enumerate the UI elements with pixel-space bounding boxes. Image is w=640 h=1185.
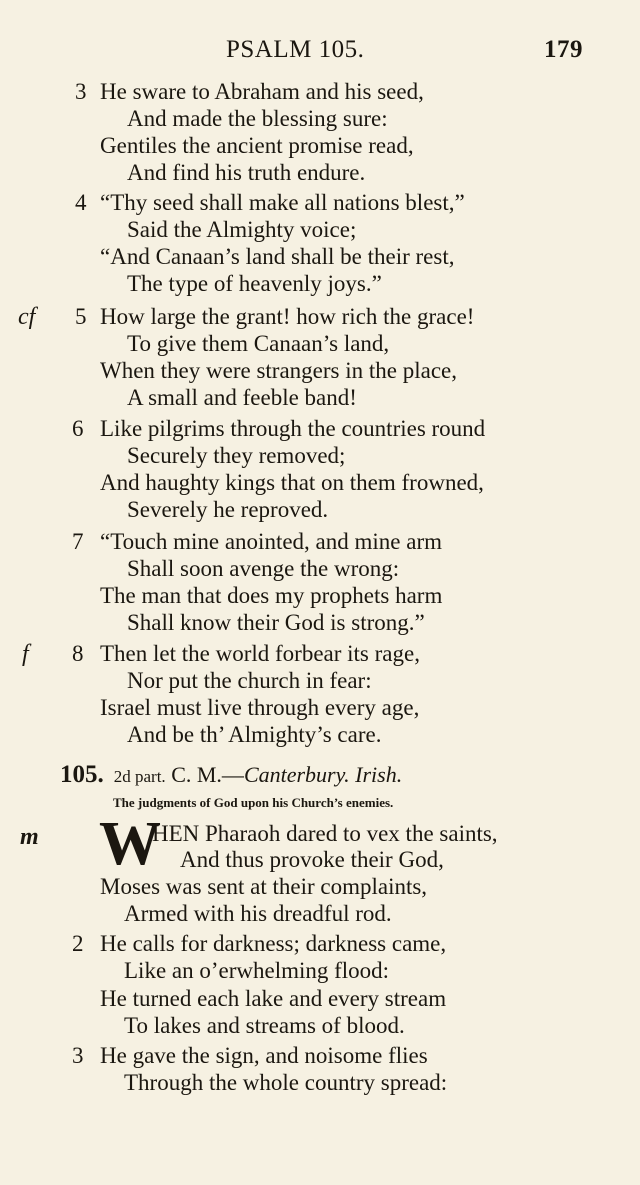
- stanza-number: 2: [72, 931, 84, 956]
- stanza-number: 3: [72, 1043, 84, 1068]
- page-number: 179: [544, 36, 583, 63]
- verse-line: And made the blessing sure:: [127, 106, 388, 131]
- stanza-number: 3: [75, 79, 87, 104]
- verse-line: How large the grant! how rich the grace!: [100, 304, 475, 329]
- verse-line: Israel must live through every age,: [100, 695, 420, 720]
- hymn-number: 105.: [60, 761, 104, 788]
- stanza-number: 4: [75, 190, 87, 215]
- verse-line: And be th’ Almighty’s care.: [127, 722, 382, 747]
- verse-line: He turned each lake and every stream: [100, 986, 447, 1011]
- verse-line: Securely they removed;: [127, 443, 346, 468]
- verse-line: Armed with his dreadful rod.: [124, 901, 392, 926]
- verse-line: Nor put the church in fear:: [127, 668, 372, 693]
- hymn-tunes: Canterbury. Irish.: [243, 762, 403, 787]
- verse-line: Moses was sent at their complaints,: [100, 874, 428, 899]
- verse-line: When they were strangers in the place,: [100, 358, 457, 383]
- verse-line: Said the Almighty voice;: [127, 217, 357, 242]
- verse-line: Like pilgrims through the countries round: [100, 416, 486, 441]
- verse-line: Through the whole country spread:: [124, 1070, 448, 1095]
- verse-line: And thus provoke their God,: [180, 847, 444, 872]
- verse-line: He sware to Abraham and his seed,: [100, 79, 424, 104]
- hymn-meter: C. M.—: [171, 762, 244, 787]
- drop-capital: W: [99, 810, 161, 878]
- verse-line: He gave the sign, and noisome flies: [100, 1043, 428, 1068]
- dynamic-mark: m: [20, 824, 39, 850]
- verse-line: To lakes and streams of blood.: [124, 1013, 405, 1038]
- stanza-number: 6: [72, 416, 84, 441]
- hymn-part: 2d part.: [113, 767, 166, 786]
- verse-line: “Touch mine anointed, and mine arm: [100, 529, 443, 554]
- verse-line: The man that does my prophets harm: [100, 583, 443, 608]
- stanza-number: 8: [72, 641, 84, 666]
- verse-line: “Thy seed shall make all nations blest,”: [100, 190, 465, 215]
- verse-line: To give them Canaan’s land,: [127, 331, 390, 356]
- verse-line: Then let the world forbear its rage,: [100, 641, 420, 666]
- dynamic-mark: f: [22, 641, 29, 667]
- hymn-heading: [60, 761, 402, 791]
- verse-line: Shall soon avenge the wrong:: [127, 556, 400, 581]
- verse-line: He calls for darkness; darkness came,: [100, 931, 447, 956]
- verse-line: A small and feeble band!: [127, 385, 357, 410]
- running-title: PSALM 105.: [226, 36, 365, 63]
- verse-line: Like an o’erwhelming flood:: [124, 958, 390, 983]
- verse-line: Shall know their God is strong.”: [127, 610, 425, 635]
- verse-line: Severely he reproved.: [127, 497, 329, 522]
- verse-line: And find his truth endure.: [127, 160, 366, 185]
- stanza-number: 7: [72, 529, 84, 554]
- verse-line: The type of heavenly joys.”: [127, 271, 382, 296]
- verse-line: “And Canaan’s land shall be their rest,: [100, 244, 455, 269]
- verse-line: HEN Pharaoh dared to vex the saints,: [152, 821, 498, 846]
- hymn-subtitle: The judgments of God upon his Church’s enemies.: [113, 795, 394, 810]
- verse-line: Gentiles the ancient promise read,: [100, 133, 414, 158]
- verse-line: And haughty kings that on them frowned,: [100, 470, 484, 495]
- dynamic-mark: cf: [18, 304, 36, 330]
- stanza-number: 5: [75, 304, 87, 329]
